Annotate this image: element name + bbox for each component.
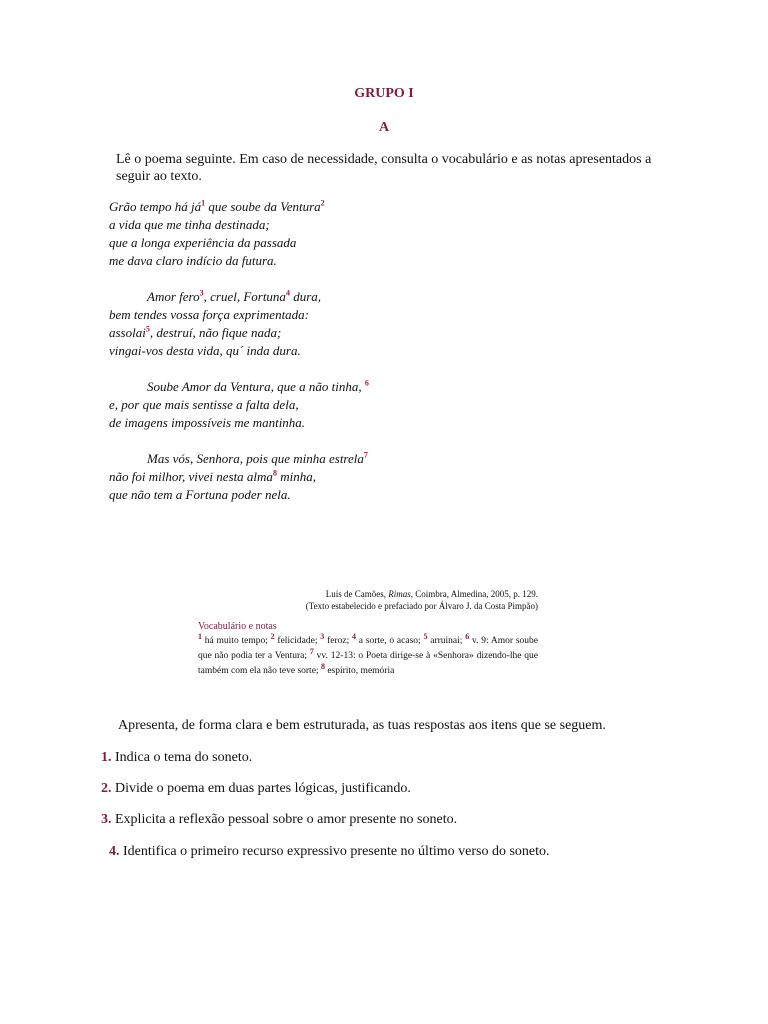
instructions: Apresenta, de forma clara e bem estruturada, as tuas respostas aos itens que se seguem. xyxy=(118,718,606,733)
intro-paragraph: Lê o poema seguinte. Em caso de necessidade, consulta o vocabulário e as notas apresentados a seguir ao texto. xyxy=(116,152,652,184)
note-ref: 2 xyxy=(320,198,325,208)
poem-line: me dava claro indício da futura. xyxy=(109,253,277,268)
poem-stanza-4 xyxy=(109,450,509,504)
poem-line: que não tem a Fortuna poder nela. xyxy=(109,487,291,502)
poem-line: de imagens impossíveis me mantinha. xyxy=(109,415,306,430)
note-ref: 8 xyxy=(272,468,277,478)
question-3: 3. Explicita a reflexão pessoal sobre o amor presente no soneto. xyxy=(101,812,458,827)
poem-source xyxy=(240,588,538,612)
source-edition: (Texto estabelecido e prefaciado por Álvaro J. da Costa Pimpão) xyxy=(305,601,538,611)
poem-stanza-2 xyxy=(109,288,509,360)
section-heading: A xyxy=(378,120,390,135)
note-ref: 7 xyxy=(363,450,368,460)
note-ref: 3 xyxy=(199,288,204,298)
question-4: 4. Identifica o primeiro recurso expressivo presente no último verso do soneto. xyxy=(109,844,550,859)
notes-title: Vocabulário e notas xyxy=(198,621,277,632)
poem-line: não foi milhor, vivei nesta alma$^8$ minha, xyxy=(109,468,316,484)
poem xyxy=(109,198,509,522)
poem-line: assolai$^5$, destruí, não fique nada; xyxy=(109,324,282,340)
poem-line: que a longa experiência da passada xyxy=(109,235,297,250)
note-ref: 1 xyxy=(201,198,206,208)
poem-line: e, por que mais sentisse a falta dela, xyxy=(109,397,299,412)
notes-body: $^1$ há muito tempo; $^2$ felicidade; $^3$ feroz; $^4$ a sorte, o acaso; $^5$ arruinai; $^6$ v. 9: Amor soube que não podia ter a Ventura; $^7$ vv. 12-13: o Poeta dirige-se à «Senhora» dizendo-lhe que também com ela não teve sorte; $^8$ espírito, memória xyxy=(198,631,538,676)
note-ref: 6 xyxy=(364,378,369,388)
poem-line: vingai-vos desta vida, qu´ inda dura. xyxy=(109,343,301,358)
group-heading: GRUPO I xyxy=(354,86,414,101)
poem-line: Soube Amor da Ventura, que a não tinha, $^6$ xyxy=(147,378,369,394)
poem-line: a vida que me tinha destinada; xyxy=(109,217,270,232)
note-ref: 4 xyxy=(285,288,290,298)
poem-line: Mas vós, Senhora, pois que minha estrela$^7$ xyxy=(147,450,368,466)
note-ref: 5 xyxy=(145,324,150,334)
source-citation: Luís de Camões, Rimas, Coimbra, Almedina, 2005, p. 129. xyxy=(325,589,538,599)
vocabulary-notes xyxy=(198,619,538,679)
poem-stanza-1 xyxy=(109,198,509,270)
poem-line: bem tendes vossa força exprimentada: xyxy=(109,307,310,322)
poem-stanza-3 xyxy=(109,378,509,432)
poem-line: Amor fero$^3$, cruel, Fortuna$^4$ dura, xyxy=(147,288,321,304)
question-1: 1. Indica o tema do soneto. xyxy=(101,750,253,765)
poem-line: Grão tempo há $já^1$ que soube da Ventura$^2$ xyxy=(109,198,325,214)
question-2: 2. Divide o poema em duas partes lógicas, justificando. xyxy=(101,781,411,796)
